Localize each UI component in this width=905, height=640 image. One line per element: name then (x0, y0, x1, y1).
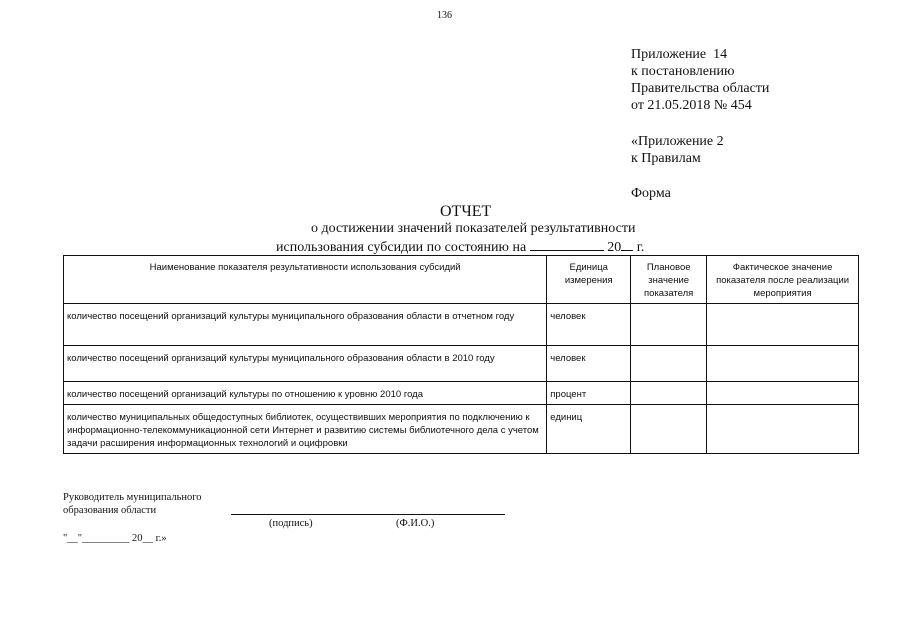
row-plan-cell[interactable] (631, 346, 707, 382)
appendix-line-4: от 21.05.2018 № 454 (631, 98, 752, 113)
table-row (64, 346, 859, 382)
signature-caption-fio: (Ф.И.О.) (396, 518, 435, 529)
row-fact-cell[interactable] (707, 304, 859, 346)
signature-line[interactable] (231, 514, 505, 515)
appendix-rules-line-1: «Приложение 2 (631, 134, 724, 149)
date-blank (530, 238, 604, 251)
header-fact: Фактическое значение показателя после реализации мероприятия (707, 256, 859, 304)
row-fact-cell[interactable] (707, 346, 859, 382)
report-subtitle-2-year: 20 (607, 240, 622, 255)
form-label: Форма (631, 186, 671, 201)
report-subtitle-1: о достижении значений показателей результативности (311, 221, 636, 236)
signature-label-line-1: Руководитель муниципального (63, 492, 202, 503)
appendix-line-3: Правительства области (631, 81, 770, 96)
appendix-rules-header (631, 133, 724, 167)
table-row (64, 405, 859, 454)
page-number: 136 (437, 10, 452, 21)
year-blank (621, 238, 633, 251)
table-row (64, 304, 859, 346)
signature-date: "__"_________ 20__ г.» (63, 533, 167, 544)
row-name: количество посещений организаций культуры по отношению к уровню 2010 года (64, 382, 547, 405)
row-fact-cell[interactable] (707, 382, 859, 405)
report-table (63, 255, 859, 454)
report-subtitle-2-prefix: использования субсидии по состоянию на (276, 240, 527, 255)
row-unit: единиц (547, 405, 631, 454)
table-row (64, 382, 859, 405)
row-name: количество муниципальных общедоступных библиотек, осуществивших мероприятия по подключению к информационно-телекоммуникационной сети Интернет и развитию системы библиотечного дела с учетом задачи расширения информационных технологий и оцифровки (64, 405, 547, 454)
appendix-line-2: к постановлению (631, 64, 735, 79)
row-plan-cell[interactable] (631, 304, 707, 346)
appendix-header (631, 46, 769, 114)
row-unit: человек (547, 346, 631, 382)
row-name: количество посещений организаций культуры муниципального образования области в 2010 году (64, 346, 547, 382)
row-unit: человек (547, 304, 631, 346)
signature-caption-podpis: (подпись) (269, 518, 313, 529)
header-plan: Плановое значение показателя (631, 256, 707, 304)
row-unit: процент (547, 382, 631, 405)
header-name: Наименование показателя результативности использования субсидий (64, 256, 547, 304)
appendix-rules-line-2: к Правилам (631, 151, 701, 166)
signature-label (63, 491, 202, 517)
row-fact-cell[interactable] (707, 405, 859, 454)
table-header-row (64, 256, 859, 304)
report-subtitle-2-suffix: г. (636, 240, 645, 255)
appendix-line-1: Приложение 14 (631, 47, 728, 62)
report-subtitle-2 (276, 238, 644, 256)
row-plan-cell[interactable] (631, 405, 707, 454)
row-name: количество посещений организаций культуры муниципального образования области в отчетном году (64, 304, 547, 346)
header-unit: Единица измерения (547, 256, 631, 304)
row-plan-cell[interactable] (631, 382, 707, 405)
report-title: ОТЧЕТ (440, 203, 492, 220)
signature-label-line-2: образования области (63, 505, 157, 516)
